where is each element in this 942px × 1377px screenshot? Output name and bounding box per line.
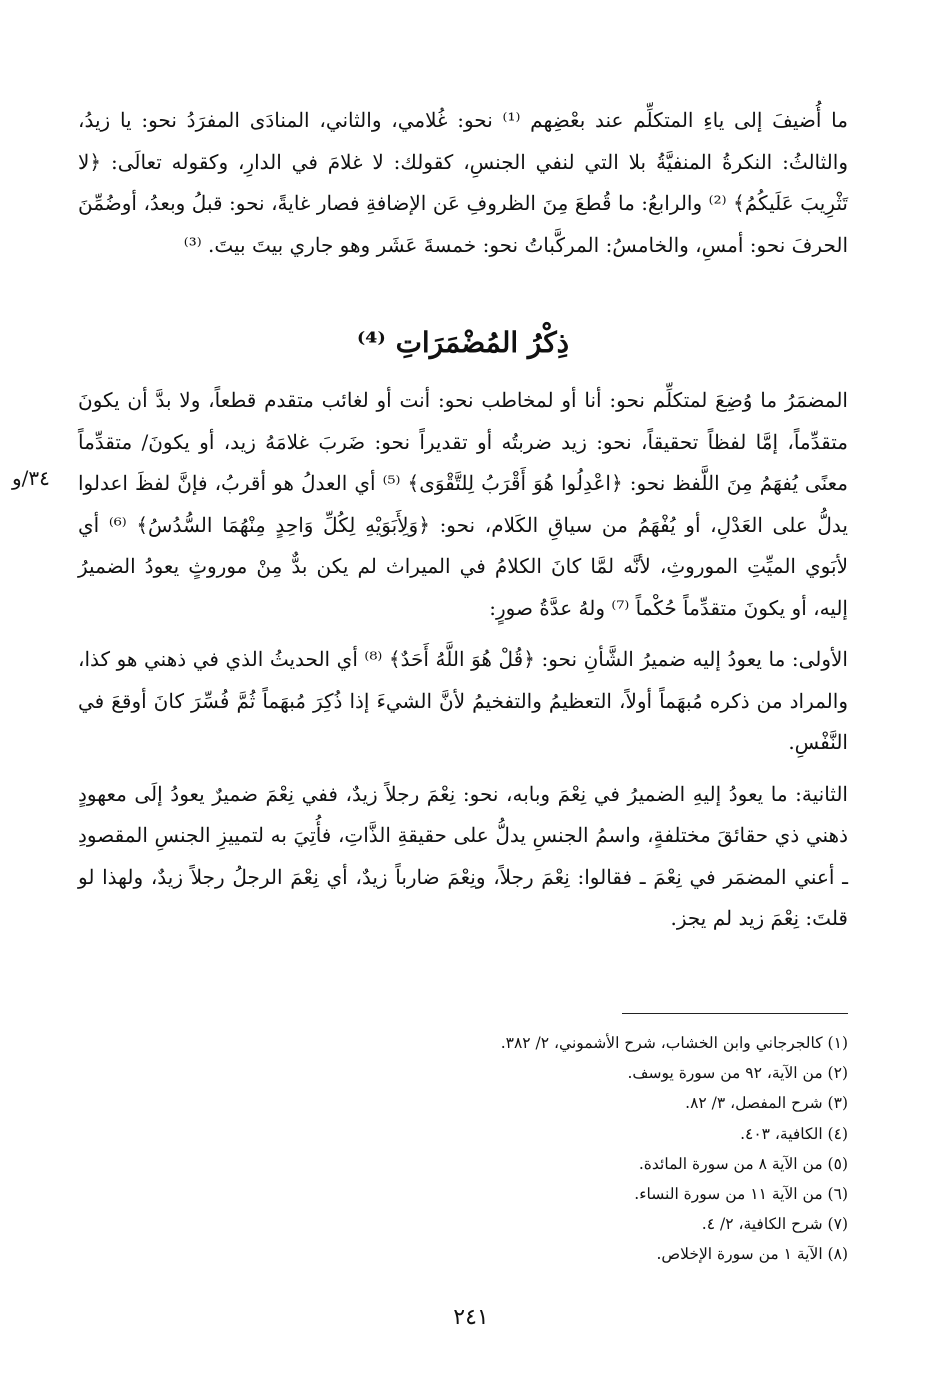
footnotes-list xyxy=(400,1028,848,1270)
main-text-block xyxy=(78,380,848,940)
footnote-item: (٤) الكافية، ٤٠٣. xyxy=(740,1124,848,1143)
footnote-item: (٣) شرح المفصل، ٣/ ٨٢. xyxy=(685,1094,848,1113)
footnote-item: (٧) شرح الكافية، ٢/ ٤. xyxy=(701,1215,848,1234)
paragraph-first-case: الأولى: ما يعودُ إليه ضميرُ الشَّأنِ نحو: ﴿قُلْ هُوَ اللَّهُ أَحَدٌ﴾ ⁽⁸⁾ أي الحديثُ الذي في ذهني هو كذا، والمراد من ذكره مُبهَماً أولاً، التعظيمُ والتفخيمُ لأنَّ الشيءَ إذا ذُكِرَ مُبهَماً ثُمَّ فُسِّرَ كانَ أوقعَ في النَّفْسِ. xyxy=(78,647,848,754)
footnote-item: (٢) من الآية، ٩٢ من سورة يوسف. xyxy=(627,1064,848,1083)
footnote-item: (٦) من الآية ١١ من سورة النساء. xyxy=(634,1185,848,1204)
top-text-block xyxy=(78,100,848,266)
paragraph-mudmar-definition: المضمَرُ ما وُضِعَ لمتكلِّم نحو: أنا أو لمخاطب نحو: أنت أو لغائب متقدم قطعاً، ولا بدَّ أن يكونَ متقدِّماً، إمَّا لفظاً تحقيقاً، نحو: زيد ضربتُه أو تقديراً نحو: ضَربَ غلامَهُ زيد، أو يكونَ/ متقدِّماً معنًى يُفهَمُ مِنَ اللَّفظ نحو: ﴿اعْدِلُوا هُوَ أَقْرَبُ لِلتَّقْوَى﴾ ⁽⁵⁾ أي العدلُ هو أقربُ، فإنَّ لفظَ اعدلوا يدلُّ على العَدْلِ، أو يُفْهَمُ من سياقِ الكَلام، نحو: ﴿وَلِأَبَوَيْهِ لِكُلِّ وَاحِدٍ مِنْهُمَا السُّدُسُ﴾ ⁽⁶⁾ أي لأبَوي الميِّتِ الموروثِ، لأنَّه لمَّا كانَ الكلامُ في الميراث لم يكن بدٌّ مِنْ موروثٍ يعودُ الضميرُ إليه، أو يكونَ متقدِّماً حُكْماً ⁽⁷⁾ ولهُ عدَّةُ صورٍ: xyxy=(78,388,848,620)
footnote-item: (١) كالجرجاني وابن الخشاب، شرح الأشموني، ٢/ ٣٨٢. xyxy=(500,1034,848,1052)
paragraph-grammar-list: ما أُضيفَ إلى ياءِ المتكلِّم عند بعْضِهم ⁽¹⁾ نحو: غُلامي، والثاني، المنادَى المفرَدُ نحو: يا زيدُ، والثالثُ: النكرةُ المنفيَّةُ بلا التي لنفي الجنسِ، كقولك: لا غلامَ في الدارِ، وكقوله تعالَى: ﴿لا تَثْرِيبَ عَلَيكُمُ﴾ ⁽²⁾ والرابعُ: ما قُطعَ مِنَ الظروفِ عَن الإضافةِ فصار غايةً، نحو: قبلُ وبعدُ، أوضُمِّنَ الحرفَ نحو: أمسِ، والخامسُ: المركَّباتُ نحو: خمسةَ عَشَر وهو جاري بيتَ بيتَ. ⁽³⁾ xyxy=(78,108,848,257)
section-heading: ذِكْرُ المُضْمَرَاتِ ⁽⁴⁾ xyxy=(356,326,570,359)
footnote-separator xyxy=(622,1013,848,1014)
footnote-item: (٥) من الآية ٨ من سورة المائدة. xyxy=(638,1154,848,1173)
page-number: ٢٤١ xyxy=(453,1305,489,1330)
paragraph-second-case: الثانية: ما يعودُ إليهِ الضميرُ في نِعْمَ وبابه، نحو: نِعْمَ رجلاً زيدٌ، ففي نِعْمَ ضميرٌ يعودُ إلَى معهودٍ ذهني ذي حقائقَ مختلفةٍ، واسمُ الجنسِ يدلُّ على حقيقةِ الذَّاتِ، فأُتِيَ به لتمييزِ الجنسِ المقصودِ ـ أعني المضمَر في نِعْمَ ـ فقالوا: نِعْمَ رجلاً، ونِعْمَ ضارباً زيدٌ، أي نِعْمَ الرجلُ رجلاً زيدٌ، ولهذا لو قلتَ: نِعْمَ زيد لم يجز. xyxy=(78,781,848,930)
manuscript-folio-note: ٣٤/و xyxy=(12,466,50,490)
footnote-item: (٨) الآية ١ من سورة الإخلاص. xyxy=(656,1245,848,1264)
